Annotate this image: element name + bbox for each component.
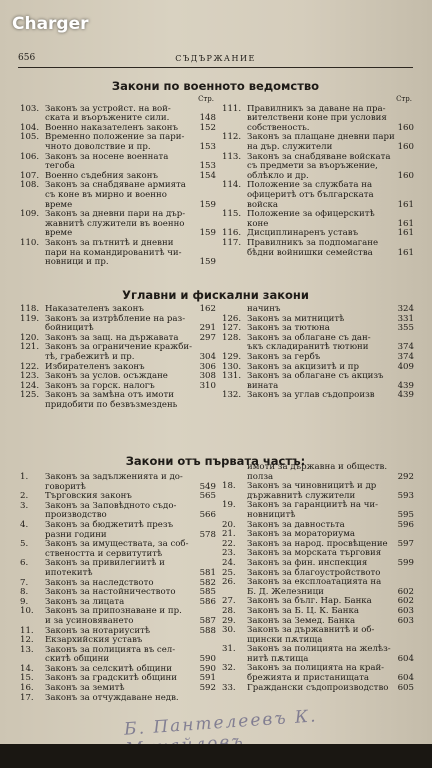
entry-title: Законъ за отчуждаване недв. [45,692,179,703]
entry-title: полза [247,471,274,482]
entry-page-number: 602 [397,586,414,597]
entry-title: Законъ за замѣна отъ имоти [45,390,174,401]
entry-title: време [45,228,73,239]
entry-page-number: 565 [199,491,216,502]
entry-number: 16. [20,683,34,694]
entry-title: Граждански съдопроизводство [247,682,389,693]
entry-page-number: 590 [199,654,216,665]
entry-number: 130. [222,361,242,372]
entry-title: съ коне въ мирно и военно [45,189,167,200]
entry-title: Законъ за задълженията и до- [45,472,183,482]
entry-title: Законъ за митницитѣ [247,313,345,324]
entry-page-number: 602 [397,596,414,607]
entry-page-number: 586 [199,596,216,607]
entry-number: 29. [222,615,236,626]
entry-number: 114. [222,180,242,191]
entry-title: Законъ за защ. на държавата [45,332,179,343]
toc-entry [20,391,216,410]
entry-title: тегоба [45,161,75,172]
entry-title: Законъ за Б. Ц. К. Банка [247,605,360,616]
entry-number: 128. [222,332,242,343]
entry-title: войска [247,199,279,210]
entry-title: Законъ за благоустройството [247,567,381,578]
toc-entry [20,315,216,334]
entry-page-number: 439 [397,380,414,391]
entry-title: Законъ за снабдяване войската [247,151,391,162]
entry-number: 4. [20,519,29,530]
entry-title: Законъ за давностьта [247,519,345,530]
entry-page-number: 355 [397,323,414,334]
entry-number: 132. [222,390,242,401]
entry-number: 12. [20,635,34,646]
entry-title: Законъ за плащане дневни пари [247,132,395,143]
entry-title: собственость. [247,122,310,133]
entry-title: Законъ за чиновницитѣ и др [247,481,377,492]
entry-page-number: 587 [199,615,216,626]
entry-number: 31. [222,644,236,655]
entry-page-number: 605 [397,682,414,693]
entry-title: на дър. служители [247,141,333,152]
entry-title: Военно наказателенъ законъ [45,122,178,133]
toc-entry [222,239,414,258]
toc-entry [222,133,414,152]
entry-title: Законъ за гаранциитѣ на чи- [247,500,379,511]
entry-title: Законъ за полицията въ сел- [45,644,176,655]
toc-entry [222,645,414,664]
entry-title: Законъ за морската търговия [247,548,382,559]
watermark-logo: Charger [12,14,89,34]
entry-page-number: 160 [397,170,414,181]
entry-title: Законъ за лицата [45,596,125,607]
entry-page-number: 582 [199,577,216,588]
entry-number: 23. [222,548,236,559]
entry-title: Законъ за Заповѣдното съдо- [45,500,177,511]
entry-number: 125. [20,390,40,401]
entry-title: Законъ за народ. просвѣщение [247,538,388,549]
entry-page-number: 159 [199,228,216,239]
entry-page-number: 374 [397,342,414,353]
toc-entry [222,210,414,229]
entry-number: 124. [20,380,40,391]
entry-title: Законъ за експлоатацията на [247,577,382,588]
entry-number: 104. [20,122,40,133]
entry-title: бойницитѣ [45,323,94,334]
entry-page-number: 374 [397,351,414,362]
toc-entry-continuation [222,463,414,482]
page-number: 656 [18,53,36,63]
entry-page-number: 596 [397,519,414,530]
entry-title: Законъ за бюджетитѣ презъ [45,519,174,530]
entry-title: държавнитѣ служители [247,490,356,501]
toc-entry [20,607,216,626]
toc-entry [20,559,216,578]
entry-title: Временно положение за пари- [45,132,185,143]
entry-number: 122. [20,361,40,372]
entry-number: 8. [20,587,29,598]
entry-title: Законъ за селскитѣ общини [45,663,172,674]
entry-title: вината [247,380,279,391]
entry-title: Законъ за имуществата, за соб- [45,539,189,550]
entry-page-number: 153 [199,141,216,152]
toc-entry [222,626,414,645]
entry-title: нитѣ пѫтища [247,653,309,664]
entry-title: Положение за офицерскитѣ [247,209,375,220]
entry-page-number: 603 [397,605,414,616]
toc-column-right [222,305,414,401]
entry-title: Законъ за наследството [45,577,154,588]
entry-page-number: 549 [199,481,216,492]
entry-page-number: 152 [199,122,216,133]
entry-page-number: 153 [199,161,216,172]
entry-page-number: 292 [397,471,414,482]
page-edge-shadow [0,744,432,768]
entry-number: 13. [20,644,34,655]
entry-title: Законъ за облагане съ акцизъ [247,371,384,382]
entry-title: коне [247,218,269,229]
entry-page-number: 409 [397,361,414,372]
entry-number: 113. [222,151,242,162]
entry-title: офицеритѣ отъ българската [247,189,374,200]
toc-entry [20,210,216,239]
entry-title: начинъ [247,304,281,314]
entry-number: 6. [20,558,29,569]
entry-number: 106. [20,151,40,162]
entry-number: 111. [222,103,242,114]
entry-page-number: 593 [397,490,414,501]
entry-page-number: 308 [199,371,216,382]
toc-entry [222,501,414,520]
entry-title: чното доволствие и пр. [45,141,151,152]
entry-page-number: 592 [199,683,216,694]
entry-page-number: 599 [397,557,414,568]
toc-entry [20,473,216,492]
toc-entry [222,482,414,501]
entry-number: 26. [222,577,236,588]
entry-title: брежията и пристанищата [247,673,369,684]
entry-title: ствеността и сервитутитѣ [45,548,163,559]
entry-number: 131. [222,371,242,382]
entry-title: Законъ за углав съдопроизв [247,390,375,401]
entry-number: 24. [222,557,236,568]
toc-column-right [222,463,414,693]
entry-title: Дисциплинаренъ уставъ [247,228,359,239]
entry-number: 126. [222,313,242,324]
toc-entry [222,372,414,391]
entry-page-number: 297 [199,332,216,343]
toc-entry [20,540,216,559]
toc-entry [222,181,414,210]
toc-entry [20,646,216,665]
entry-number: 17. [20,692,34,703]
entry-title: Законъ за държавнитѣ и об- [247,625,375,636]
entry-title: Законъ за припознаване и пр. [45,606,182,617]
entry-number: 10. [20,606,34,617]
entry-title: Положение за службата на [247,180,373,191]
entry-number: 27. [222,596,236,607]
entry-page-number: 160 [397,122,414,133]
entry-page-number: 148 [199,113,216,124]
toc-entry [20,105,216,124]
entry-title: Законъ за бълг. Нар. Банка [247,596,372,607]
entry-number: 21. [222,529,236,540]
entry-number: 5. [20,539,29,550]
entry-title: Избирателенъ законъ [45,361,145,372]
page-column-header: Стр. [396,95,412,103]
entry-title: Законъ за носене военната [45,151,169,162]
entry-page-number: 162 [199,304,216,314]
entry-page-number: 590 [199,663,216,674]
toc-column-left [20,473,216,703]
entry-number: 108. [20,180,40,191]
toc-entry [222,664,414,683]
toc-entry [20,153,216,172]
entry-number: 22. [222,538,236,549]
entry-number: 118. [20,304,40,314]
entry-title: бѣдни войнишки семейства [247,247,373,258]
entry-number: 109. [20,209,40,220]
entry-page-number: 306 [199,361,216,372]
entry-title: Законъ за нотариуситѣ [45,625,151,636]
entry-title: Законъ за устройст. на вой- [45,103,171,114]
entry-title: ъкъ складиранитѣ тютюни [247,342,369,353]
entry-title: Правилникъ за даване на пра- [247,103,386,114]
entry-title: Законъ за снабдяване армията [45,180,186,191]
entry-page-number: 566 [199,510,216,521]
entry-page-number: 585 [199,587,216,598]
entry-title: имоти за държавна и обществ. [247,462,388,472]
entry-page-number: 581 [199,567,216,578]
toc-entry [20,239,216,268]
entry-title: разни години [45,529,107,540]
entry-title: Законъ за дневни пари на дър- [45,209,186,220]
entry-title: Законъ за услов. осъждане [45,371,168,382]
entry-title: Законъ за настойничеството [45,587,176,598]
entry-number: 120. [20,332,40,343]
entry-page-number: 588 [199,625,216,636]
entry-number: 119. [20,313,40,324]
entry-page-number: 160 [397,141,414,152]
entry-number: 103. [20,103,40,114]
entry-page-number: 161 [397,247,414,258]
entry-number: 129. [222,351,242,362]
entry-number: 28. [222,605,236,616]
page-header [18,53,413,67]
entry-title: Законъ за мораториума [247,529,355,540]
toc-entry [20,521,216,540]
entry-title: Търговския законъ [45,491,132,502]
entry-title: тѣ, грабежитѣ и пр. [45,351,135,362]
entry-title: говоритѣ [45,481,86,492]
entry-number: 116. [222,228,242,239]
section-title-criminal-fiscal: Углавни и фискални закони [122,288,309,302]
entry-page-number: 331 [397,313,414,324]
entry-page-number: 159 [199,257,216,268]
entry-page-number: 597 [397,538,414,549]
entry-number: 123. [20,371,40,382]
toc-entry [222,391,414,401]
entry-number: 33. [222,682,236,693]
toc-entry [20,694,216,704]
entry-title: новницитѣ [247,509,296,520]
handwritten-signature: Б. Пантелеевъ К. [123,706,319,740]
toc-column-right [222,95,414,258]
toc-entry [222,105,414,134]
entry-title: Военно съдебния законъ [45,170,158,181]
entry-number: 3. [20,500,29,511]
entry-title: Законъ за тютюна [247,323,330,334]
entry-title: ската и въоръжените сили. [45,113,170,124]
entry-title: Законъ за полицията на край- [247,663,385,674]
entry-number: 20. [222,519,236,530]
entry-number: 1. [20,472,29,482]
entry-title: Законъ за ограничение кражби- [45,342,192,353]
entry-page-number: 604 [397,653,414,664]
entry-title: Законъ за привилегиитѣ и [45,558,165,569]
entry-page-number: 324 [397,304,414,314]
toc-entry [222,153,414,182]
entry-number: 105. [20,132,40,143]
entry-page-number: 591 [199,673,216,684]
entry-title: жавнитѣ служители въ военно [45,218,185,229]
toc-entry [222,334,414,353]
entry-number: 7. [20,577,29,588]
page-column-header: Стр. [198,95,214,103]
entry-number: 11. [20,625,34,636]
entry-title: щински пѫтища [247,634,323,645]
header-rule [18,67,413,68]
toc-entry [222,684,414,694]
entry-page-number: 595 [397,509,414,520]
entry-page-number: 291 [199,323,216,334]
entry-title: Законъ за горск. налогъ [45,380,155,391]
entry-title: Законъ за изтрѣбление на раз- [45,313,186,324]
toc-column-left [20,95,216,268]
entry-title: съ предмети за въоръжение, [247,161,378,172]
entry-number: 15. [20,673,34,684]
entry-number: 14. [20,663,34,674]
entry-page-number: 439 [397,390,414,401]
entry-page-number: 154 [199,170,216,181]
section-title-part-one: Закони отъ първата частъ: [125,454,306,468]
entry-page-number: 603 [397,615,414,626]
toc-entry [20,343,216,362]
entry-title: Законъ за земитѣ [45,683,125,694]
entry-page-number: 159 [199,199,216,210]
toc-entry [20,181,216,210]
entry-number: 121. [20,342,40,353]
entry-page-number: 578 [199,529,216,540]
entry-title: скитѣ общини [45,654,110,665]
entry-title: Законъ за пътнитѣ и дневни [45,237,174,248]
section-title-military: Закони по военното ведомство [111,79,320,93]
entry-number: 115. [222,209,242,220]
entry-number: 2. [20,491,29,502]
entry-number: 19. [222,500,236,511]
entry-title: Екзархийския уставъ [45,635,143,646]
entry-title: Б. Д. Железници [247,586,324,597]
entry-page-number: 604 [397,673,414,684]
entry-number: 127. [222,323,242,334]
entry-title: Законъ за фин. инспекция [247,557,368,568]
entry-number: 107. [20,170,40,181]
entry-title: Законъ за акцизитѣ и пр [247,361,360,372]
entry-title: облѣкло и др. [247,170,309,181]
entry-title: пари на командированитѣ чи- [45,247,182,258]
entry-number: 112. [222,132,242,143]
entry-number: 25. [222,567,236,578]
entry-page-number: 310 [199,380,216,391]
toc-entry [222,578,414,597]
entry-title: Законъ за градскитѣ общини [45,673,178,684]
entry-number: 9. [20,596,29,607]
entry-title: Правилникъ за подпомагане [247,237,379,248]
entry-title: новници и пр. [45,257,109,268]
entry-title: Законъ за гербъ [247,351,321,362]
entry-title: Законъ за полицията на желѣз- [247,644,391,655]
running-title: СЪДЪРЖАНИЕ [175,54,256,63]
toc-entry [20,133,216,152]
toc-column-left [20,305,216,411]
entry-title: вителствени коне при условия [247,113,387,124]
entry-number: 110. [20,237,40,248]
entry-title: ипотекитѣ [45,567,93,578]
entry-title: придобити по безвъзмездень [45,399,178,410]
entry-page-number: 161 [397,218,414,229]
entry-page-number: 161 [397,199,414,210]
entry-title: производство [45,510,107,521]
entry-number: 18. [222,481,236,492]
entry-title: Законъ за облагане съ дан- [247,332,371,343]
entry-page-number: 304 [199,351,216,362]
entry-title: време [45,199,73,210]
entry-title: и за усиновяването [45,615,134,626]
entry-title: Законъ за Земед. Банка [247,615,356,626]
entry-number: 32. [222,663,236,674]
entry-page-number: 161 [397,228,414,239]
toc-entry [20,502,216,521]
entry-number: 30. [222,625,236,636]
entry-title: Наказателенъ законъ [45,304,144,314]
entry-number: 117. [222,237,242,248]
